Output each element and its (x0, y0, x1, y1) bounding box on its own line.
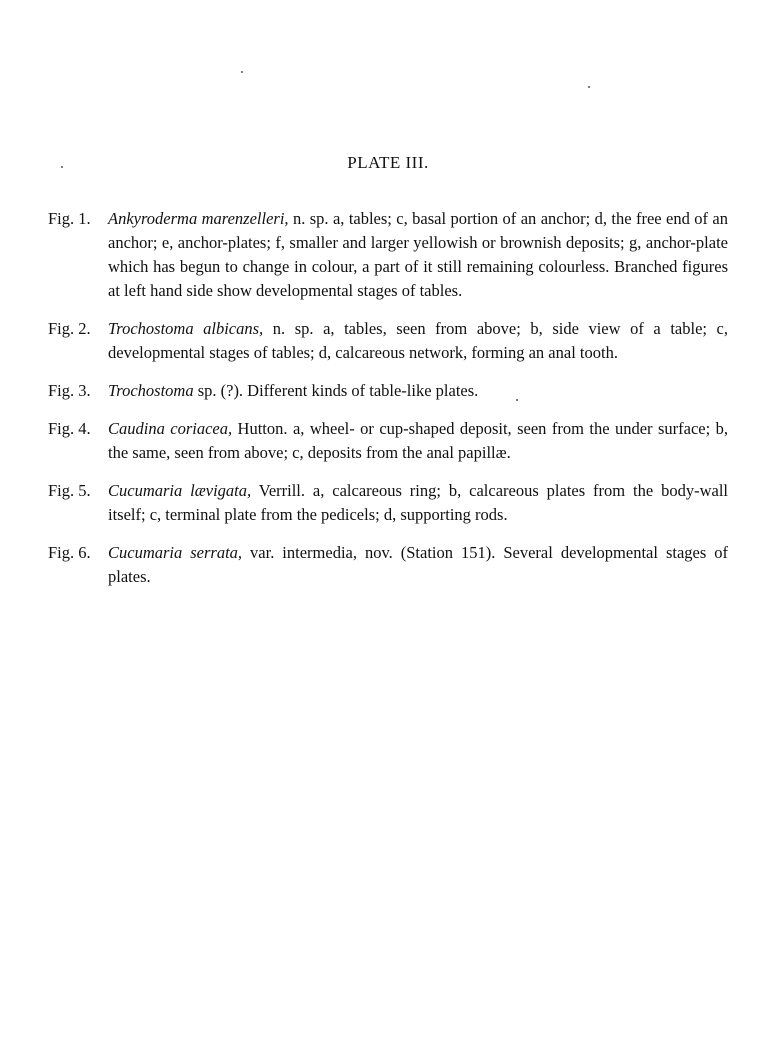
figure-number: Fig. 3. (48, 381, 91, 400)
figure-number: Fig. 2. (48, 319, 91, 338)
figure-number: Fig. 6. (48, 543, 91, 562)
figure-caption-4 (48, 417, 728, 465)
figure-caption-5 (48, 479, 728, 527)
caption-text: Hutton. a, wheel- or cup-shaped deposit, seen from the under surface; b, the same, seen from above; c, deposits from the anal papillæ. (108, 419, 728, 462)
figure-description (108, 479, 728, 527)
figure-captions (48, 207, 728, 603)
figure-description (108, 207, 728, 303)
species-name: Caudina coriacea, (108, 419, 233, 438)
figure-caption-6 (48, 541, 728, 589)
figure-description (108, 417, 728, 465)
species-name: Cucumaria lævigata, (108, 481, 252, 500)
species-name: Trochostoma (108, 381, 194, 400)
figure-number: Fig. 1. (48, 209, 91, 228)
caption-text: sp. (?). Different kinds of table-like plates. (193, 381, 479, 400)
figure-number: Fig. 5. (48, 481, 91, 500)
scan-speck (241, 71, 243, 73)
figure-caption-3 (48, 379, 728, 403)
caption-text: n. sp. a, tables; c, basal portion of an anchor; d, the free end of an anchor; e, anchor-plates; f, smaller and larger yellowish or brownish deposits; g, anchor-plate which has begun to change in colour, a part of it still remaining colourless. Branched figures at left hand side show developmental stages of tables. (108, 209, 728, 300)
figure-number: Fig. 4. (48, 419, 91, 438)
caption-text: Verrill. a, calcareous ring; b, calcareous plates from the body-wall itself; c, terminal plate from the pedicels; d, supporting rods. (108, 481, 728, 524)
species-name: Ankyroderma marenzelleri, (108, 209, 289, 228)
figure-description (108, 541, 728, 589)
species-name: Cucumaria serrata, (108, 543, 243, 562)
caption-text: var. intermedia, nov. (Station 151). Several developmental stages of plates. (108, 543, 729, 586)
figure-description (108, 379, 728, 403)
species-name: Trochostoma albicans, (108, 319, 264, 338)
figure-caption-1 (48, 207, 728, 303)
figure-caption-2 (48, 317, 728, 365)
caption-text: n. sp. a, tables, seen from above; b, side view of a table; c, developmental stages of tables; d, calcareous network, forming an anal tooth. (108, 319, 728, 362)
figure-description (108, 317, 728, 365)
plate-title: PLATE III. (347, 153, 429, 172)
scan-speck (588, 86, 590, 88)
